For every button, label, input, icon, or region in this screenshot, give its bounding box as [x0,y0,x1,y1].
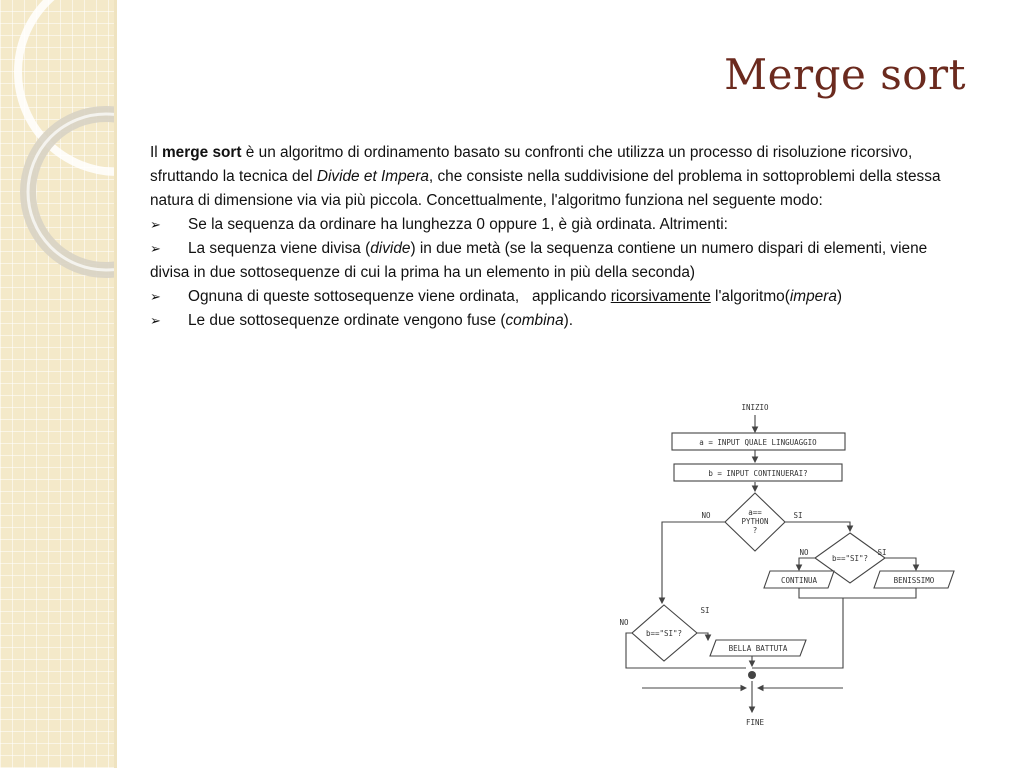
flowchart-benissimo-label: BENISSIMO [893,576,935,585]
ricorsivamente-link[interactable]: ricorsivamente [610,288,711,305]
flowchart-si1-label: SI [793,511,803,520]
flowchart-no1-label: NO [701,511,711,520]
flowchart-node-continua [764,571,834,588]
intro-text-1: Il [150,144,162,161]
flowchart-node-input-a [672,433,845,450]
flowchart-si3-label: SI [700,606,710,615]
flowchart-no3-label: NO [619,618,629,627]
flowchart-bella-label: BELLA BATTUTA [728,644,788,653]
flowchart-si2-label: SI [877,548,887,557]
slide-body [150,141,965,333]
bullet-text-4b: ). [563,312,574,329]
intro-text-3: , che consiste nella suddivisione del problema in sottoproblemi della stessa natura di dimensione via via più piccola. Concettualmente, l'algoritmo funziona nel seguente modo: [150,168,941,209]
flowchart-end-label: FINE [745,718,765,727]
intro-bold-term: merge sort [161,144,242,161]
bullet-text-4a: Le due sottosequenze ordinate vengono fuse ( [188,312,506,329]
decorative-side-panel [0,0,114,768]
bullet-arrow-icon: ➢ [150,217,161,232]
flowchart-no2-label: NO [799,548,809,557]
bullet-item-2 [150,237,965,285]
flowchart-decision-3 [619,605,709,661]
bullet-arrow-icon: ➢ [150,289,161,304]
flowchart-continua-label: CONTINUA [780,576,818,585]
flowchart-node-input-b [674,464,842,481]
bullet-item-3 [150,285,965,309]
flowchart-node-end [746,671,765,727]
bullet-text-3c: ) [836,288,843,305]
slide-title: Merge sort [724,50,966,99]
flowchart-node-benissimo [874,571,954,588]
flowchart-decision1-line2: PYTHON [741,517,769,526]
bullet-text-3b: l'algoritmo( [710,288,790,305]
flowchart-decision1-line3: ? [752,526,758,535]
intro-paragraph [150,141,965,213]
decorative-circles [0,0,114,768]
bullet-item-1 [150,213,965,237]
bullet-arrow-icon: ➢ [150,313,161,328]
flowchart-start-label: INIZIO [741,403,769,412]
flowchart-decision3-label: b=="SI"? [645,629,683,638]
bullet-italic-4: combina [505,312,564,329]
bullet-item-4 [150,309,965,333]
intro-text-2: è un algoritmo di ordinamento basato su confronti che utilizza un processo di risoluzione ricorsivo, sfruttando la tecnica del [150,144,913,185]
bullet-text-3a: Ognuna di queste sottosequenze viene ordinata, applicando [188,288,611,305]
flowchart-decision2-label: b=="SI"? [831,554,869,563]
bullet-text-2a: La sequenza viene divisa ( [188,240,371,257]
bullet-italic-3: impera [789,288,837,305]
flowchart-node-start [741,403,769,412]
flowchart-node-bella-battuta [710,640,806,656]
bullet-arrow-icon: ➢ [150,241,161,256]
flowchart-input-a-label: a = INPUT QUALE LINGUAGGIO [699,438,817,447]
bullet-text-1: Se la sequenza da ordinare ha lunghezza 0 oppure 1, è già ordinata. Altrimenti: [188,216,728,233]
bullet-italic-2: divide [370,240,411,257]
flowchart-decision1-line1: a== [748,508,762,517]
flowchart-diagram [612,398,972,733]
intro-italic-term: Divide et Impera [316,168,429,185]
flowchart-input-b-label: b = INPUT CONTINUERAI? [708,469,808,478]
bullet-text-2b: ) in due metà (se la sequenza contiene un numero dispari di elementi, viene divisa in due sottosequenze di cui la prima ha un elemento in più della seconda) [150,240,928,281]
side-divider [114,0,117,768]
